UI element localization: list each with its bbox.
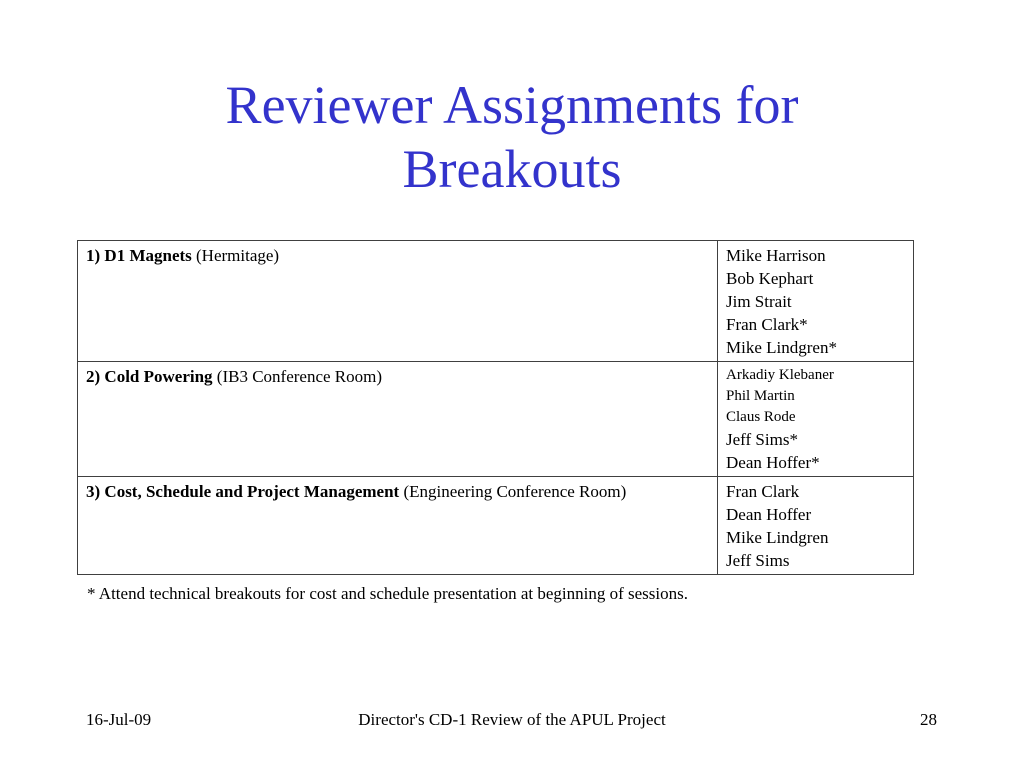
reviewer-name: Phil Martin [726, 388, 795, 404]
reviewer-name: Fran Clark [726, 482, 800, 501]
session-cell [78, 477, 718, 575]
session-cell [78, 241, 718, 362]
session-cell [78, 362, 718, 477]
session-location: (Engineering Conference Room) [399, 482, 627, 501]
footer-presentation-title: Director's CD-1 Review of the APUL Project [358, 710, 666, 729]
slide-title-line-2: Breakouts [402, 139, 622, 199]
reviewer-name: Dean Hoffer* [726, 453, 820, 472]
slide-title-line-1: Reviewer Assignments for [225, 75, 799, 135]
reviewer-name: Dean Hoffer [726, 505, 812, 524]
reviewer-name: Mike Lindgren* [726, 338, 837, 357]
reviewer-name: Bob Kephart [726, 269, 814, 288]
reviewer-name: Arkadiy Klebaner [726, 367, 834, 383]
footer-date: 16-Jul-09 [86, 710, 152, 729]
session-location: (IB3 Conference Room) [212, 367, 383, 386]
reviewers-cell [718, 477, 914, 575]
reviewer-name: Fran Clark* [726, 315, 808, 334]
table-row [78, 477, 914, 575]
reviewer-name: Jeff Sims* [726, 430, 798, 449]
footer-page-number: 28 [920, 710, 937, 729]
reviewer-name: Claus Rode [726, 409, 796, 425]
reviewers-cell [718, 241, 914, 362]
slide-title [0, 73, 1024, 201]
reviewer-name: Jeff Sims [726, 551, 790, 570]
reviewers-cell [718, 362, 914, 477]
reviewer-name: Mike Lindgren [726, 528, 829, 547]
reviewer-name: Mike Harrison [726, 246, 826, 265]
table-row [78, 241, 914, 362]
session-name: 3) Cost, Schedule and Project Management [86, 482, 400, 501]
session-name: 2) Cold Powering [86, 367, 213, 386]
table-row [78, 362, 914, 477]
footnote: * Attend technical breakouts for cost and schedule presentation at beginning of sessions. [87, 584, 688, 603]
reviewer-name: Jim Strait [726, 292, 792, 311]
session-name: 1) D1 Magnets [86, 246, 192, 265]
session-location: (Hermitage) [191, 246, 280, 265]
breakout-assignments-table [77, 240, 914, 575]
